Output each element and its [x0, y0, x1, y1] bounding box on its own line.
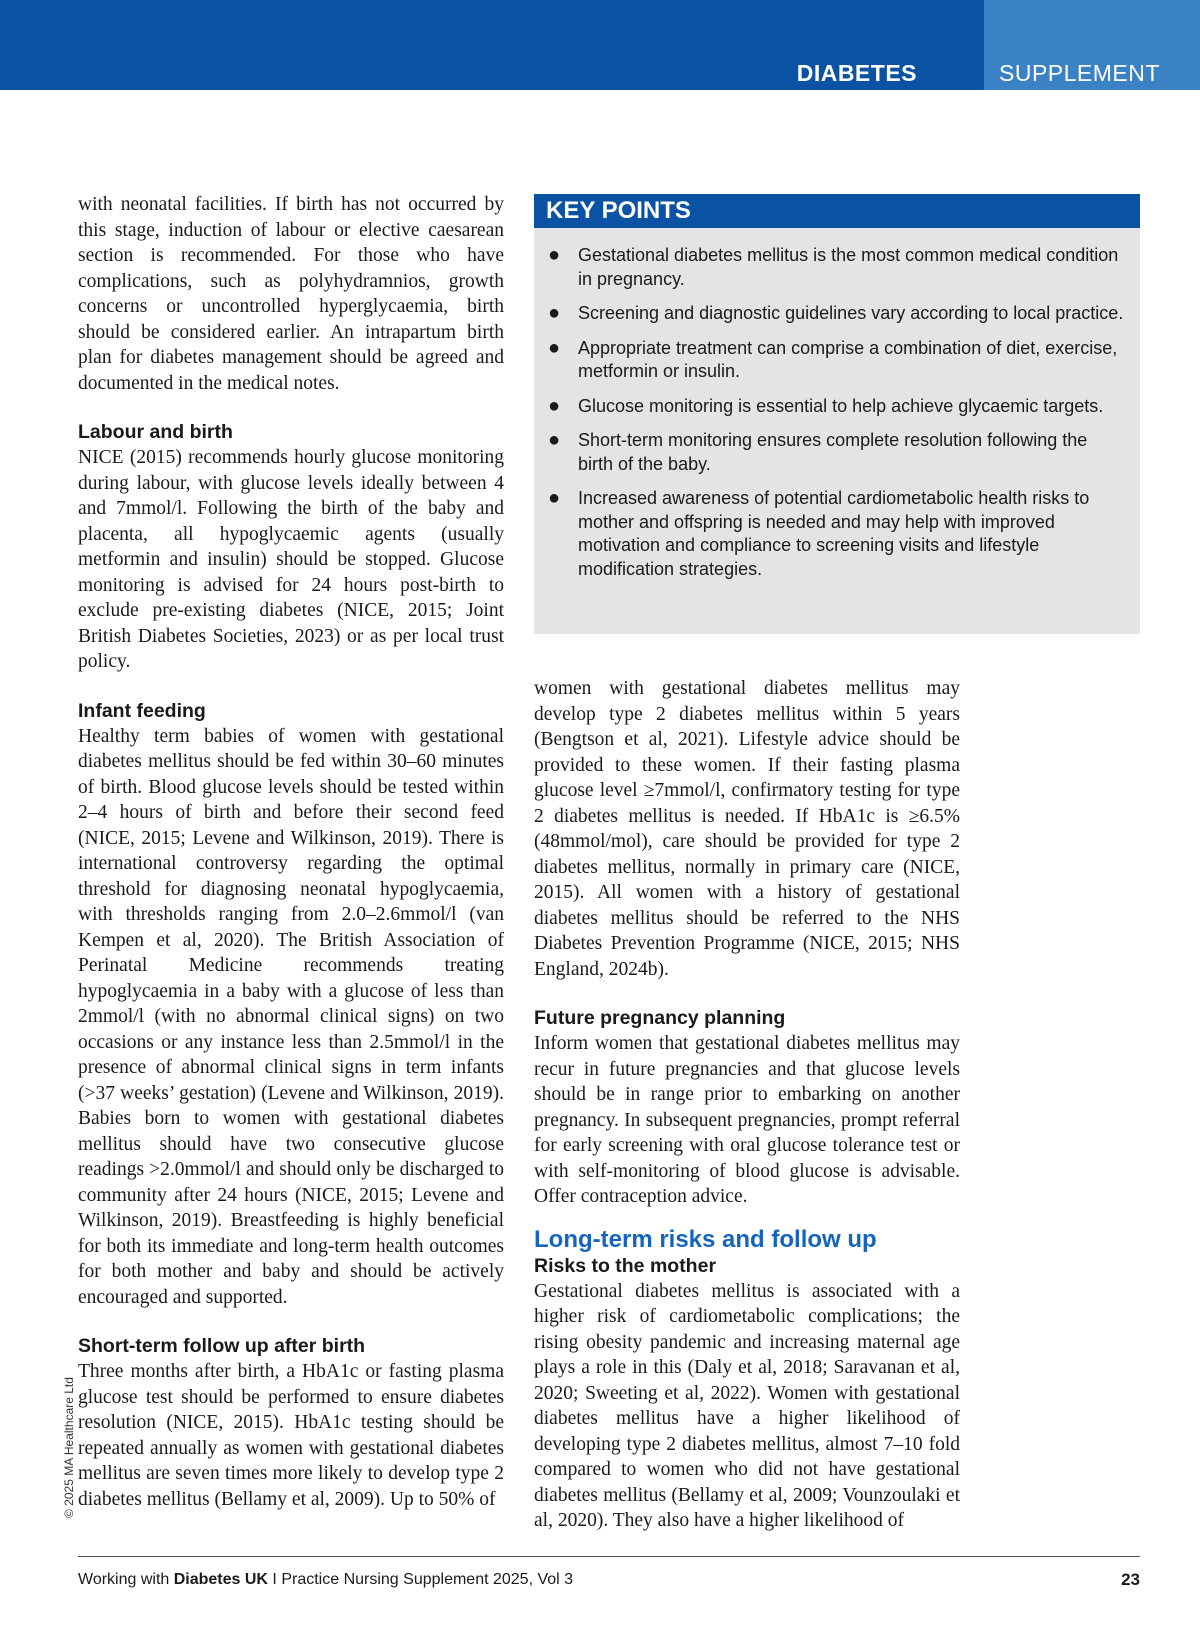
labour-heading: Labour and birth: [78, 421, 233, 443]
footer-prefix: Working with: [78, 1571, 174, 1588]
footer-citation: [78, 1571, 573, 1589]
copyright-notice: © 2025 MA Healthcare Ltd: [62, 1377, 76, 1518]
key-point-text: Glucose monitoring is essential to help achieve glycaemic targets.: [578, 395, 1104, 416]
key-points-list: [534, 228, 1140, 581]
section-label: DIABETES: [796, 60, 917, 86]
short-term-paragraph: Three months after birth, a HbA1c or fasting plasma glucose test should be performed to ensure diabetes resolution (NICE, 2015). HbA1c testing should be repeated annually as women with gestational diabetes mellitus are seven times more likely to develop type 2 diabetes mellitus (Bellamy et al, 2009). Up to 50% of: [78, 1361, 504, 1510]
short-term-heading: Short-term follow up after birth: [78, 1335, 366, 1357]
intro-paragraph: with neonatal facilities. If birth has not occurred by this stage, induction of labour or elective caesarean section is recommended. For those who have complications, such as polyhydramnios, growth concerns or uncontrolled hyperglycaemia, birth should be considered earlier. An intrapartum birth plan for diabetes management should be agreed and documented in the medical notes.: [78, 194, 504, 394]
footer-brand: Diabetes UK: [173, 1571, 268, 1588]
future-pregnancy-heading: Future pregnancy planning: [534, 1007, 786, 1029]
page-number: 23: [1121, 1570, 1140, 1589]
labour-paragraph: NICE (2015) recommends hourly glucose monitoring during labour, with glucose levels ideally between 4 and 7mmol/l. Following the birth of the baby and placenta, all hypoglycaemic agents (usually metformin and insulin) should be stopped. Glucose monitoring is advised for 24 hours post-birth to exclude pre-existing diabetes (NICE, 2015; Joint British Diabetes Societies, 2023) or as per local trust policy.: [78, 447, 504, 672]
key-points-box: [534, 194, 1140, 634]
footer-suffix: I Practice Nursing Supplement 2025, Vol 3: [267, 1571, 574, 1588]
infant-feeding-heading: Infant feeding: [78, 699, 206, 722]
future-pregnancy-paragraph: Inform women that gestational diabetes mellitus may recur in future pregnancies and that glucose levels should be in range prior to embarking on another pregnancy. In subsequent pregnancies, prompt referral for early screening with oral glucose tolerance test or with self-monitoring of blood glucose is advisable. Offer contraception advice.: [534, 1033, 960, 1207]
key-point-item: [548, 337, 1126, 384]
bullet-icon: ●: [548, 302, 561, 324]
key-point-text: Screening and diagnostic guidelines vary according to local practice.: [578, 303, 1124, 323]
bullet-icon: ●: [548, 244, 561, 266]
bullet-icon: ●: [548, 429, 561, 451]
supplement-label: SUPPLEMENT: [999, 60, 1160, 86]
footer-divider: [78, 1556, 1140, 1557]
right-column: [534, 676, 960, 1534]
infant-feeding-paragraph: Healthy term babies of women with gestational diabetes mellitus should be fed within 30–60 minutes of birth. Blood glucose levels should be tested within 2–4 hours of birth and before their second feed (NICE, 2015; Levene and Wilkinson, 2019). There is international controversy regarding the optimal threshold for diagnosing neonatal hypoglycaemia, with thresholds ranging from 2.0–2.6mmol/l (van Kempen et al, 2020). The British Association of Perinatal Medicine recommends treating hypoglycaemia in a baby with a glucose of less than 2mmol/l (with no abnormal clinical signs) on two occasions or any instance less than 2.5mmol/l in the presence of abnormal clinical signs in term infants (>37 weeks’ gestation) (Levene and Wilkinson, 2019). Babies born to women with gestational diabetes mellitus should have two consecutive glucose readings >2.0mmol/l and should only be discharged to community after 24 hours (NICE, 2015; Levene and Wilkinson, 2019). Breastfeeding is highly beneficial for both its immediate and long-term health outcomes for both mother and baby and should be actively encouraged and supported.: [78, 725, 504, 1308]
bullet-icon: ●: [548, 394, 561, 417]
key-point-item: [548, 487, 1126, 581]
bullet-icon: ●: [548, 336, 561, 359]
key-points-title: KEY POINTS: [534, 194, 1140, 228]
bullet-icon: ●: [548, 487, 561, 509]
key-point-text: Increased awareness of potential cardiometabolic health risks to mother and offspring is needed and may help with improved motivation and compliance to screening visits and lifestyle modification strategies.: [578, 488, 1090, 579]
key-point-item: [548, 302, 1126, 326]
key-point-item: [548, 395, 1126, 419]
key-point-text: Appropriate treatment can comprise a combination of diet, exercise, metformin or insulin.: [578, 337, 1118, 381]
risks-mother-heading: Risks to the mother: [534, 1254, 717, 1277]
risks-mother-paragraph: Gestational diabetes mellitus is associated with a higher risk of cardiometabolic complications; the rising obesity pandemic and increasing maternal age plays a role in this (Daly et al, 2018; Saravanan et al, 2020; Sweeting et al, 2022). Women with gestational diabetes mellitus have a higher likelihood of developing type 2 diabetes mellitus, almost 7–10 fold compared to women who did not have gestational diabetes mellitus (Bellamy et al, 2009; Vounzoulaki et al, 2020). They also have a higher likelihood of: [534, 1280, 960, 1531]
key-point-text: Short-term monitoring ensures complete resolution following the birth of the baby.: [578, 430, 1088, 474]
header-banner: [0, 0, 1200, 90]
continuation-paragraph: women with gestational diabetes mellitus may develop type 2 diabetes mellitus within 5 years (Bengtson et al, 2021). Lifestyle advice should be provided to these women. If their fasting plasma glucose level ≥7mmol/l, confirmatory testing for type 2 diabetes mellitus is needed. If HbA1c is ≥6.5%(48mmol/mol), care should be provided for type 2 diabetes mellitus, normally in primary care (NICE, 2015). All women with a history of gestational diabetes mellitus should be referred to the NHS Diabetes Prevention Programme (NICE, 2015; NHS England, 2024b).: [534, 678, 960, 980]
key-point-text: Gestational diabetes mellitus is the most common medical condition in pregnancy.: [578, 245, 1119, 289]
key-point-item: [548, 429, 1126, 476]
long-term-risks-title: Long-term risks and follow up: [534, 1225, 877, 1253]
key-point-item: [548, 244, 1126, 291]
left-column: [78, 192, 504, 1512]
